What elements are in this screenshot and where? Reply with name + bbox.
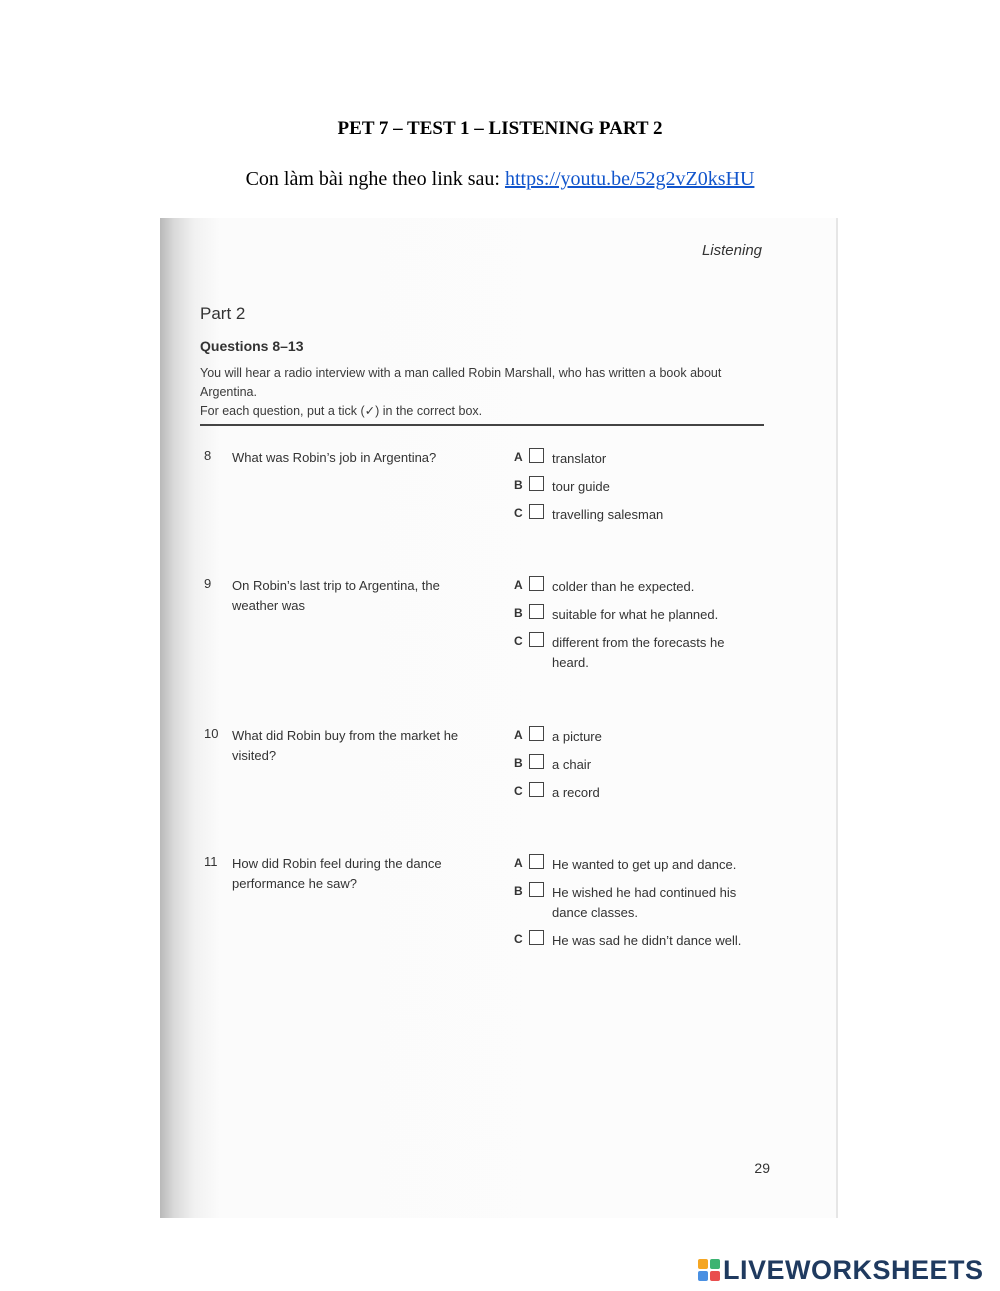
question-text: What did Robin buy from the market he visited? — [232, 728, 459, 763]
answer-checkbox[interactable] — [529, 632, 544, 647]
answer-checkbox[interactable] — [529, 448, 544, 463]
option-b — [514, 476, 754, 504]
answer-checkbox[interactable] — [529, 930, 544, 945]
option-text: translator — [552, 451, 607, 466]
option-text: a picture — [552, 729, 602, 744]
questions-range: Questions 8–13 — [200, 338, 304, 354]
option-letter: C — [514, 506, 523, 520]
option-c — [514, 782, 754, 810]
option-letter: B — [514, 884, 523, 898]
option-letter: C — [514, 634, 523, 648]
option-letter: C — [514, 932, 523, 946]
page-edge — [836, 218, 838, 1218]
liveworksheets-logo-icon — [698, 1259, 720, 1281]
answer-checkbox[interactable] — [529, 726, 544, 741]
answer-checkbox[interactable] — [529, 882, 544, 897]
part-title: Part 2 — [200, 304, 246, 323]
option-b — [514, 604, 754, 632]
answer-checkbox[interactable] — [529, 782, 544, 797]
option-text: He was sad he didn’t dance well. — [552, 933, 742, 948]
brand-name: LIVEWORKSHEETS — [723, 1254, 984, 1285]
option-c — [514, 632, 754, 680]
option-letter: A — [514, 856, 523, 870]
instruction-line — [0, 168, 1000, 191]
answer-options — [514, 726, 754, 810]
option-letter: A — [514, 450, 523, 464]
liveworksheets-brand — [698, 1254, 984, 1286]
option-b — [514, 754, 754, 782]
option-text: suitable for what he planned. — [552, 607, 719, 622]
answer-checkbox[interactable] — [529, 854, 544, 869]
question-number: 10 — [204, 726, 219, 741]
option-text: colder than he expected. — [552, 579, 695, 594]
answer-checkbox[interactable] — [529, 476, 544, 491]
option-a — [514, 854, 754, 882]
logo-tile — [710, 1271, 720, 1281]
question-text: On Robin’s last trip to Argentina, the weather was — [232, 578, 440, 613]
option-text: a chair — [552, 757, 592, 772]
option-text: a record — [552, 785, 600, 800]
option-letter: B — [514, 756, 523, 770]
question-number: 9 — [204, 576, 212, 591]
answer-options — [514, 576, 754, 680]
question-text: How did Robin feel during the dance performance he saw? — [232, 856, 442, 891]
option-letter: B — [514, 606, 523, 620]
option-b — [514, 882, 754, 930]
instruction-text: Con làm bài nghe theo link sau: — [245, 168, 505, 190]
option-letter: B — [514, 478, 523, 492]
option-text: tour guide — [552, 479, 610, 494]
logo-tile — [710, 1259, 720, 1269]
option-text: travelling salesman — [552, 507, 664, 522]
document-title: PET 7 – TEST 1 – LISTENING PART 2 — [337, 118, 663, 139]
logo-tile — [698, 1271, 708, 1281]
option-letter: A — [514, 728, 523, 742]
section-header: Listening — [701, 242, 762, 259]
answer-checkbox[interactable] — [529, 504, 544, 519]
divider — [200, 424, 764, 426]
answer-checkbox[interactable] — [529, 576, 544, 591]
option-text: He wished he had continued his dance classes. — [552, 885, 737, 920]
option-a — [514, 448, 754, 476]
scanned-page — [160, 218, 836, 1218]
answer-options — [514, 854, 754, 958]
answer-checkbox[interactable] — [529, 754, 544, 769]
option-letter: C — [514, 784, 523, 798]
page-number: 29 — [754, 1160, 770, 1176]
option-text: different from the forecasts he heard. — [552, 635, 725, 670]
intro-line-2: For each question, put a tick (✓) in the correct box. — [200, 404, 483, 418]
question-number: 11 — [204, 854, 218, 869]
option-c — [514, 504, 754, 532]
option-a — [514, 726, 754, 754]
intro-line-1: You will hear a radio interview with a man called Robin Marshall, who has written a book about Argentina. — [200, 366, 722, 399]
answer-options — [514, 448, 754, 532]
option-text: He wanted to get up and dance. — [552, 857, 737, 872]
answer-checkbox[interactable] — [529, 604, 544, 619]
logo-tile — [698, 1259, 708, 1269]
youtube-link[interactable]: https://youtu.be/52g2vZ0ksHU — [504, 168, 755, 190]
option-c — [514, 930, 754, 958]
question-text: What was Robin’s job in Argentina? — [232, 450, 437, 465]
intro-text — [200, 364, 760, 421]
question-number: 8 — [204, 448, 212, 463]
option-letter: A — [514, 578, 523, 592]
option-a — [514, 576, 754, 604]
